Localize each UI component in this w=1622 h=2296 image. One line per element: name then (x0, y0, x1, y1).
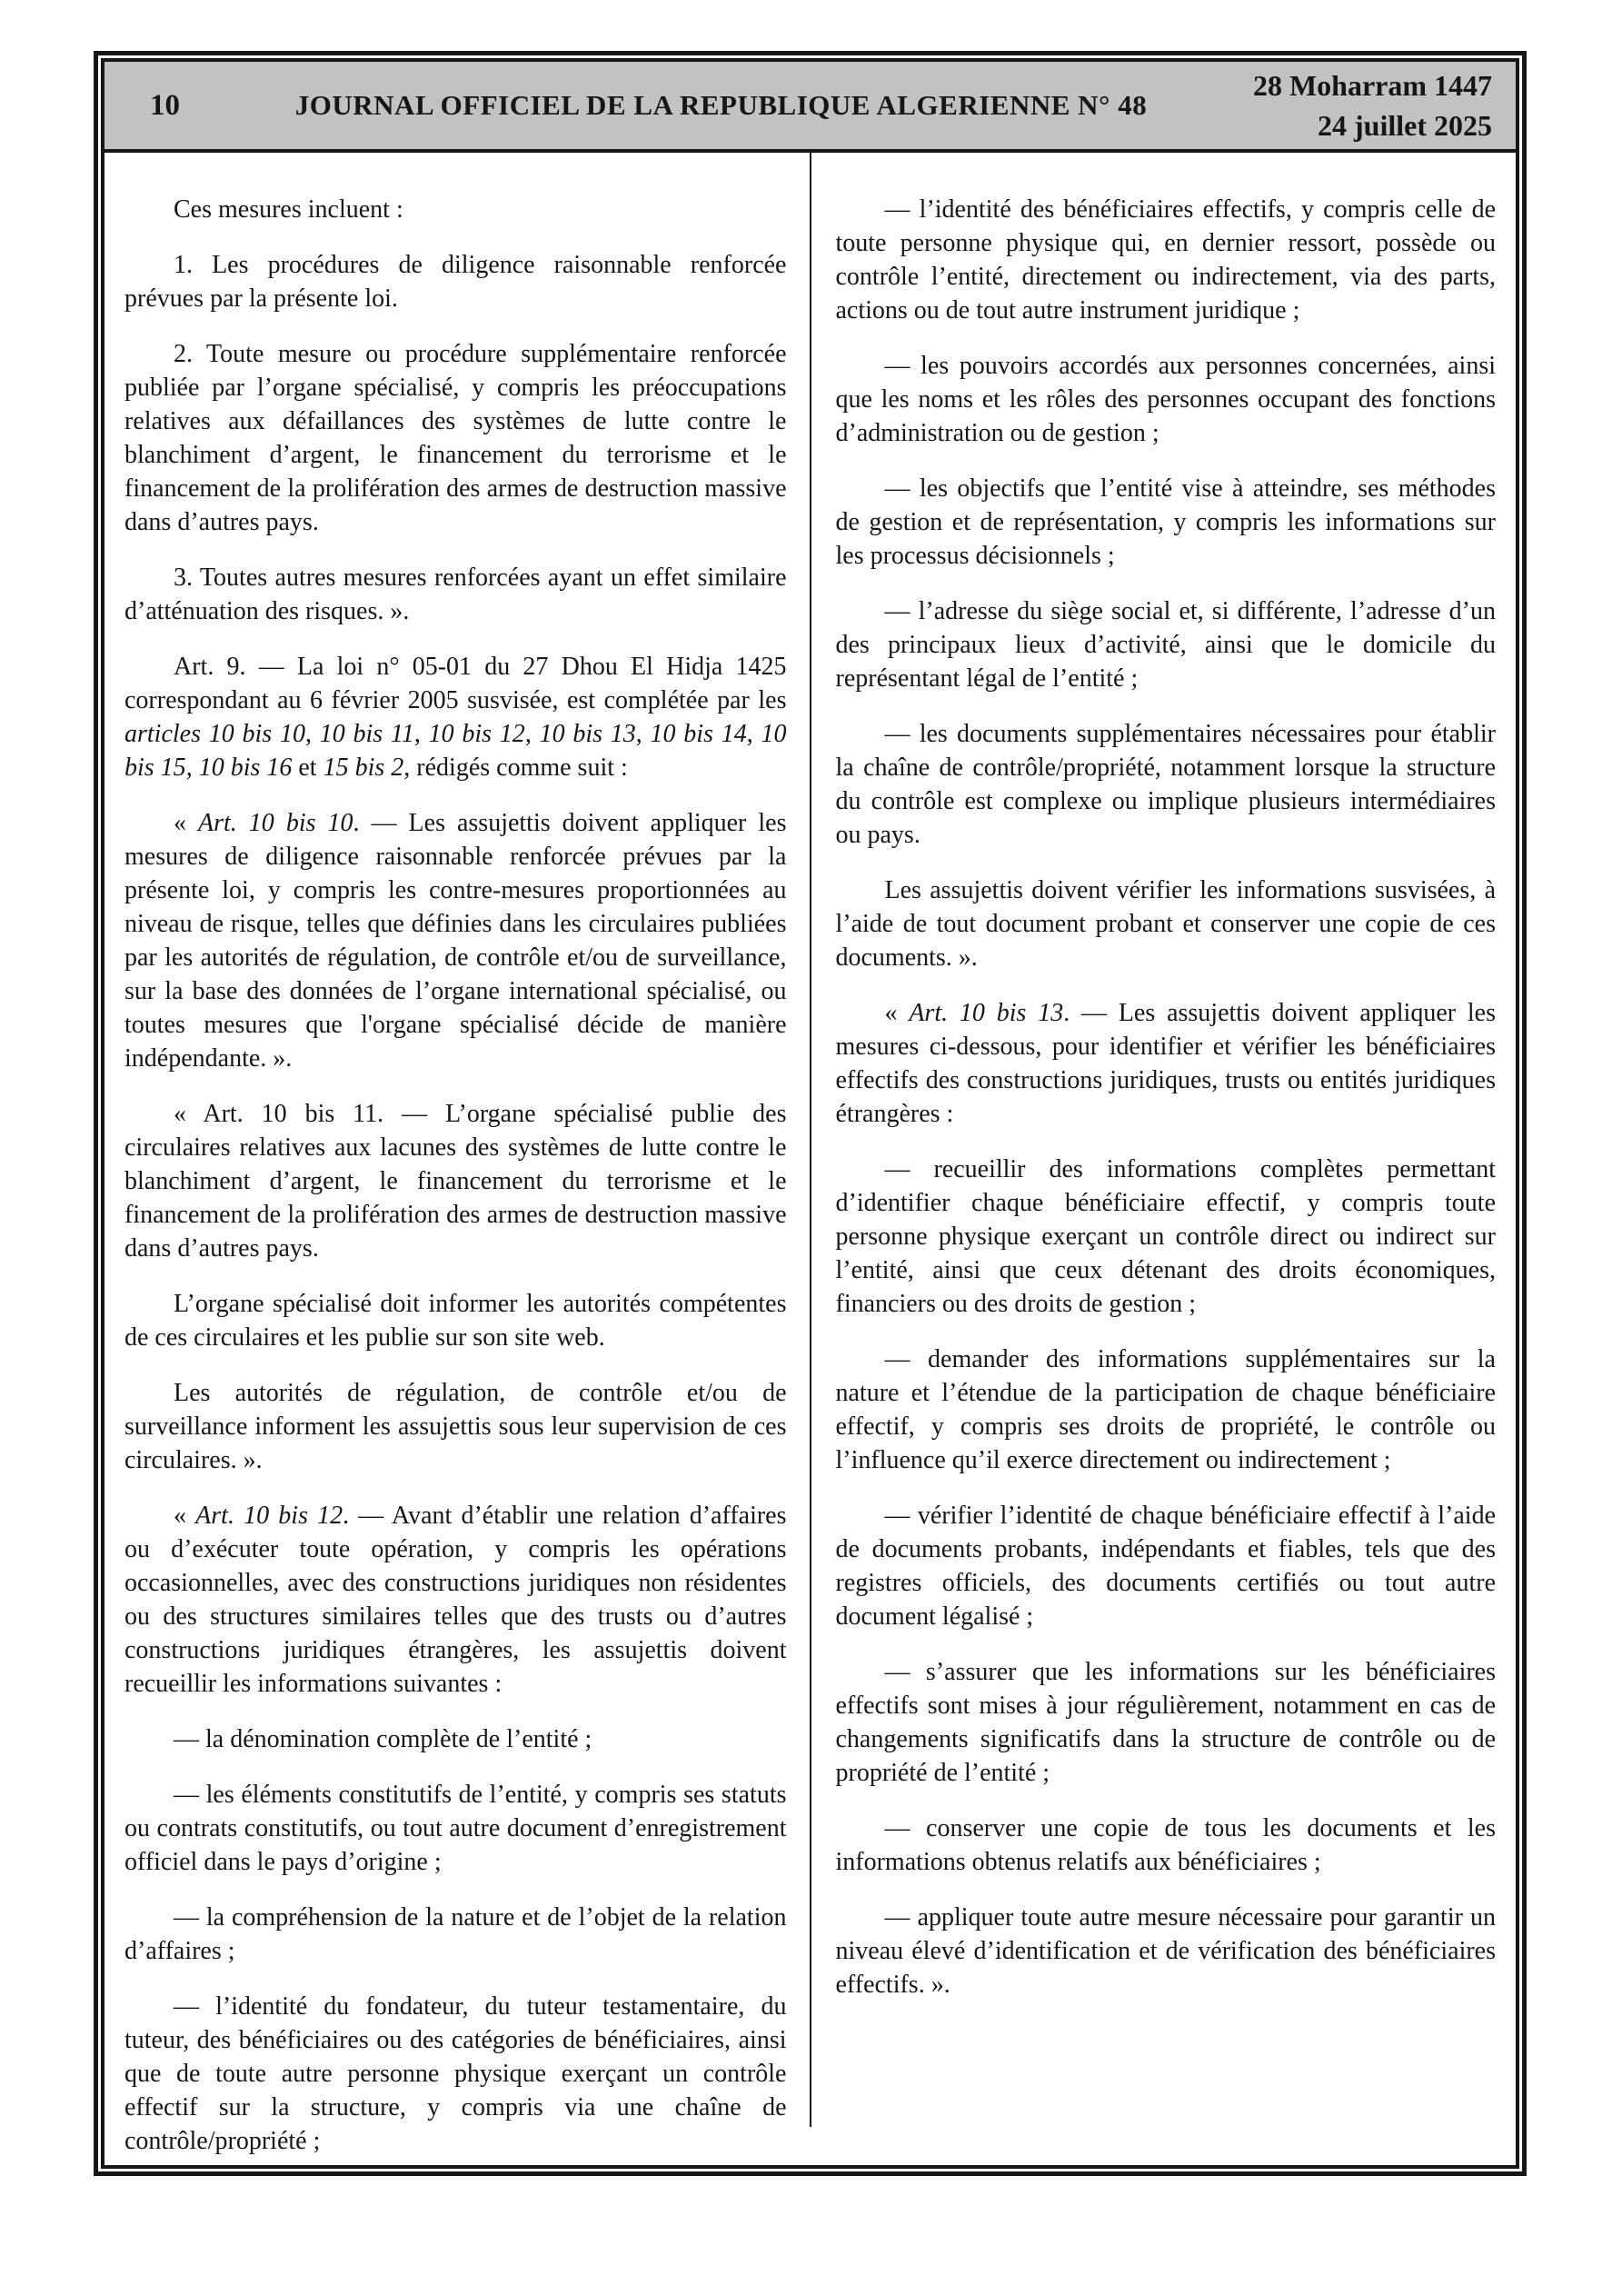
paragraph: Ces mesures incluent : (174, 195, 403, 224)
page-frame (94, 51, 1527, 2176)
page-number: 10 (150, 88, 180, 122)
column-left (104, 153, 811, 2165)
paragraph: 2. Toute mesure ou procédure supplémentaire renforcée publiée par l’organe spécialisé, y compris les préoccupations relatives aux défaillances des systèmes de lutte contre le blanchiment d’argent, le financement du terrorisme et le financement de la prolifération des armes de destruction massive dans d’autres pays. (124, 340, 787, 536)
paragraph: « Art. 10 bis 11. — L’organe spécialisé publie des circulaires relatives aux lacunes des systèmes de lutte contre le blanchiment d’argent, le financement du terrorisme et le financement de la prolifération des armes de destruction massive dans d’autres pays. (124, 1100, 787, 1263)
paragraph: — l’identité des bénéficiaires effectifs, y compris celle de toute personne physique qui, en dernier ressort, possède ou contrôle l’entité, directement ou indirectement, via des parts, actions ou de tout autre instrument juridique ; (835, 195, 1496, 324)
journal-title: JOURNAL OFFICIEL DE LA REPUBLIQUE ALGERIENNE N° 48 (294, 89, 1148, 121)
column-divider (810, 153, 811, 2127)
paragraph: — les documents supplémentaires nécessaires pour établir la chaîne de contrôle/propriété, notamment lorsque la structure du contrôle est complexe ou implique plusieurs intermédiaires ou pays. (835, 720, 1496, 849)
journal-header (104, 62, 1516, 153)
paragraph: « Art. 10 bis 13. — Les assujettis doivent appliquer les mesures ci-dessous, pour identifier et vérifier les bénéficiaires effectifs des constructions juridiques, trusts ou entités juridiques étrangères : (835, 999, 1496, 1128)
paragraph: — l’adresse du siège social et, si différente, l’adresse d’un des principaux lieux d’activité, ainsi que le domicile du représentant légal de l’entité ; (835, 597, 1496, 693)
paragraph: — les objectifs que l’entité vise à atteindre, ses méthodes de gestion et de représentation, y compris les informations sur les processus décisionnels ; (835, 474, 1496, 570)
paragraph: — les éléments constitutifs de l’entité, y compris ses statuts ou contrats constitutifs, ou tout autre document d’enregistrement officiel dans le pays d’origine ; (124, 1781, 787, 1876)
paragraph: « Art. 10 bis 10. — Les assujettis doivent appliquer les mesures de diligence raisonnable renforcée prévues par la présente loi, y compris les contre-mesures proportionnées au niveau de risque, telles que définies dans les circulaires publiées par les autorités de régulation, de contrôle et/ou de surveillance, sur la base des données de l’organe international spécialisé, ou toutes mesures que l'organe spécialisé décide de manière indépendante. ». (124, 809, 787, 1073)
paragraph: 3. Toutes autres mesures renforcées ayant un effet similaire d’atténuation des risques. ». (124, 564, 787, 625)
date-gregorian: 24 juillet 2025 (1318, 109, 1492, 142)
date-hijri: 28 Moharram 1447 (1252, 69, 1492, 102)
paragraph: Art. 9. — La loi n° 05-01 du 27 Dhou El Hidja 1425 correspondant au 6 février 2005 susvisée, est complétée par les articles 10 bis 10, 10 bis 11, 10 bis 12, 10 bis 13, 10 bis 14, 10 bis 15, 10 bis 16 et 15 bis 2, rédigés comme suit : (124, 653, 787, 782)
paragraph: « Art. 10 bis 12. — Avant d’établir une relation d’affaires ou d’exécuter toute opération, y compris les opérations occasionnelles, avec des constructions juridiques non résidentes ou des structures similaires telles que des trusts ou d’autres constructions juridiques étrangères, les assujettis doivent recueillir les informations suivantes : (124, 1502, 787, 1698)
paragraph: — l’identité du fondateur, du tuteur testamentaire, du tuteur, des bénéficiaires ou des catégories de bénéficiaires, ainsi que de toute autre personne physique exerçant un contrôle effectif sur la structure, y compris via une chaîne de contrôle/propriété ; (124, 1992, 787, 2155)
paragraph: — les pouvoirs accordés aux personnes concernées, ainsi que les noms et les rôles des personnes occupant des fonctions d’administration ou de gestion ; (835, 352, 1496, 447)
dates-block (1179, 65, 1516, 145)
paragraph: — s’assurer que les informations sur les bénéficiaires effectifs sont mises à jour régulièrement, notamment en cas de changements significatifs dans la structure de contrôle ou de propriété de l’entité ; (835, 1658, 1496, 1787)
paragraph: Les autorités de régulation, de contrôle et/ou de surveillance informent les assujettis sous leur supervision de ces circulaires. ». (124, 1379, 787, 1474)
paragraph: — la compréhension de la nature et de l’objet de la relation d’affaires ; (124, 1903, 787, 1965)
paragraph: — conserver une copie de tous les documents et les informations obtenus relatifs aux bénéficiaires ; (835, 1814, 1496, 1876)
paragraph: 1. Les procédures de diligence raisonnable renforcée prévues par la présente loi. (124, 251, 787, 313)
page-frame-inner (101, 58, 1519, 2169)
paragraph: — demander des informations supplémentaires sur la nature et l’étendue de la participation de chaque bénéficiaire effectif, y compris ses droits de propriété, le contrôle ou l’influence qu’il exerce directement ou indirectement ; (835, 1345, 1496, 1474)
paragraph: — recueillir des informations complètes permettant d’identifier chaque bénéficiaire effectif, y compris toute personne physique exerçant un contrôle direct ou indirect sur l’entité, ainsi que ceux détenant des droits économiques, financiers ou des droits de gestion ; (835, 1155, 1496, 1318)
paragraph: L’organe spécialisé doit informer les autorités compétentes de ces circulaires et les publie sur son site web. (124, 1290, 787, 1352)
paragraph: — la dénomination complète de l’entité ; (174, 1725, 592, 1753)
column-right (811, 153, 1517, 2165)
paragraph: — appliquer toute autre mesure nécessaire pour garantir un niveau élevé d’identification et de vérification des bénéficiaires effectifs. ». (835, 1903, 1496, 1999)
paragraph: — vérifier l’identité de chaque bénéficiaire effectif à l’aide de documents probants, indépendants et fiables, tels que des registres officiels, des documents certifiés ou tout autre document légalisé ; (835, 1502, 1496, 1631)
paragraph: Les assujettis doivent vérifier les informations susvisées, à l’aide de tout document probant et conserver une copie de ces documents. ». (835, 876, 1496, 972)
